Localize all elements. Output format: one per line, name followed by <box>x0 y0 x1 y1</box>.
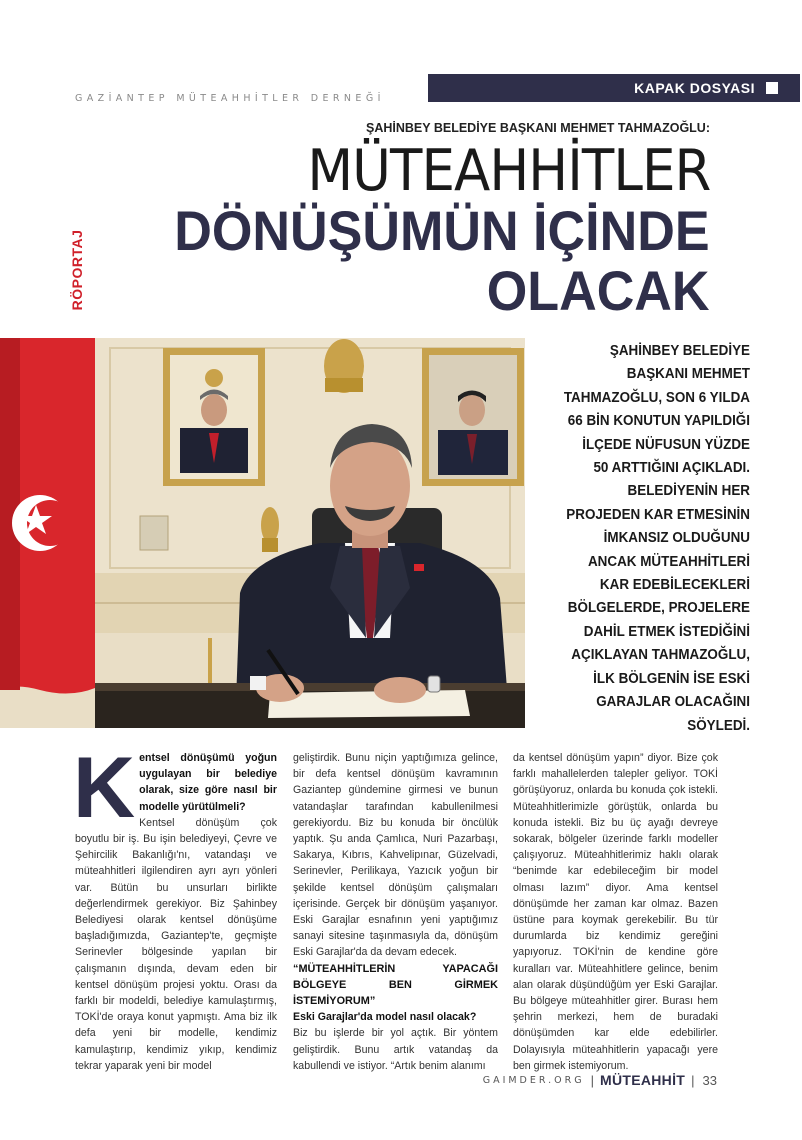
standfirst-line: TAHMAZOĞLU, SON 6 YILDA <box>563 389 750 406</box>
headline-line-2: DÖNÜŞÜMÜN İÇİNDE <box>174 199 710 262</box>
side-label-text: RÖPORTAJ <box>69 229 85 311</box>
subheading: “MÜTEAHHİTLERİN YAPACAĞI BÖLGEYE BEN GİRMEK İSTEMİYORUM” <box>293 962 498 1008</box>
standfirst-line: PROJEDEN KAR ETMESİNİN <box>566 506 750 523</box>
footer-separator: | <box>590 1072 594 1088</box>
standfirst-line: 66 BİN KONUTUN YAPILDIĞI <box>567 413 750 430</box>
headline-line-3: OLACAK <box>487 259 710 322</box>
body-column-1 <box>73 740 277 1074</box>
section-label: KAPAK DOSYASI <box>634 80 755 96</box>
drop-cap: K <box>73 740 136 836</box>
answer-2-part-1: Biz bu işlerde bir yol açtık. Bir yöntem geliştirdik. Bunu artık vatandaş da kabullendi ve istiyor. “Artık benim alanımı <box>293 1027 498 1072</box>
standfirst-line: AÇIKLAYAN TAHMAZOĞLU, <box>571 647 750 664</box>
standfirst-line: DAHİL ETMEK İSTEDİĞİNİ <box>583 623 750 640</box>
standfirst-line: İLK BÖLGENİN İSE ESKİ <box>593 670 750 687</box>
answer-2-part-2: da kentsel dönüşüm yapın” diyor. Bize çok farklı mahallelerden talepler geliyor. TOKİ görüşüyoruz, onlarda bu konuda çok istekli. Müteahhitlerimizle görüştük, onlarda bu konuda istekli. Biz bu üç ayağı devreye sokarak, bölgeler üzerinde farklı modeller çalışıyoruz. Müteahhitlerimiz haklı olarak “benimde kar edebileceğim bir model olması lazım” diyor. Ama kentsel dönüşümde her zaman kar olmaz. Bazen üstüne para koymak gerekebilir. Bu tür durumlarda biz kendimiz gereğini yapıyoruz. TOKİ'nin de kendine göre kuralları var. Müteahhitlere gelince, benim alan olarak düşündüğüm yer Eski Garajlar. Bu bölgeye müteahhitler girer. Burası hem şehrin merkezi, hem de buradaki dönüşümden kar elde edebilirler. Dolayısıyla müteahhitlerin yapacağı yere ben girmek istemiyorum. <box>513 752 718 1072</box>
question-2: Eski Garajlar'da model nasıl olacak? <box>293 1011 477 1024</box>
answer-1-part-2: geliştirdik. Bunu niçin yaptığımıza gelince, bir defa kentsel dönüşüm kavramının Gaziantep gündemine girmesi ve bunun vatandaşlar tarafından kabullenilmesi gerekiyordu. Biz bu konuda bir öncülük yaptık. Şu anda Çamlıca, Nuri Pazarbaşı, Sakarya, Kıbrıs, Kahvelipınar, Güzelvadi, Serinevler, Perilikaya, Yazıcık yoğun bir şekilde kentsel dönüşüm çalışmaları içerisinde. Gerçek bir dönüşüm yaşanıyor. Eski Garajlar esnafının yeni yaptığımız sanayi sitesine taşınmasıyla da, dönüşüm Eski Garajlar'da da devam edecek. <box>293 752 498 959</box>
standfirst-line: SÖYLEDİ. <box>687 717 750 734</box>
footer-magazine-name: MÜTEAHHİT <box>600 1072 686 1088</box>
standfirst-line: ANCAK MÜTEAHHİTLERİ <box>587 553 750 570</box>
answer-1-part-1: Kentsel dönüşüm çok boyutlu bir iş. Bu işin belediyeyi, Çevre ve Şehircilik Bakanlığı'nı, vatandaşı ve müteahhitleri ilgilendiren ayrı ayrı yönleri var. Bütün bu unsurları birlikte değerlendirmek gerekiyor. Biz Şahinbey Belediyesi olarak kentsel dönüşüme başladığımızda, Gaziantep'te, geçmişte Serinevler bölgesinde yapılan bir çalışmanın dışında, devam eden bir kentsel dönüşüm projesi yoktu. Orası da farklı bir modeldi, belediye kamulaştırmış, TOKİ'de oraya konut yapmıştı. Ama biz ilk defa yeni bir modelle, kendimiz kamulaştırıp, kendimiz yıkıp, kendimiz tekrar yaparak yeni bir model <box>75 816 277 1072</box>
footer-website: GAIMDER.ORG <box>482 1074 585 1086</box>
header-organization: GAZİANTEP MÜTEAHHİTLER DERNEĞİ <box>75 93 385 104</box>
body-column-3 <box>513 750 718 1074</box>
standfirst-line: GARAJLAR OLACAĞINI <box>596 694 750 711</box>
standfirst-line: 50 ARTTIĞINI AÇIKLADI. <box>593 460 750 477</box>
side-category-label <box>66 218 88 322</box>
section-banner <box>428 74 800 102</box>
mayor-photo <box>0 338 525 728</box>
body-column-2 <box>293 750 498 1074</box>
standfirst-line: ŞAHİNBEY BELEDİYE <box>609 343 750 359</box>
standfirst-line: BELEDİYENİN HER <box>627 483 750 500</box>
standfirst-line: İLÇEDE NÜFUSUN YÜZDE <box>582 436 750 453</box>
headline-line-1: MÜTEAHHİTLER <box>306 138 710 204</box>
standfirst-line: BAŞKANI MEHMET <box>626 366 750 383</box>
standfirst-line: İMKANSIZ OLDUĞUNU <box>603 530 750 547</box>
square-icon <box>766 82 778 94</box>
page-footer <box>483 1072 717 1088</box>
standfirst <box>515 340 750 738</box>
question-1: entsel dönüşümü yoğun uygulayan bir belediye olarak, size göre nasıl bir modelle yürütülmeli? <box>139 752 277 813</box>
standfirst-line: KAR EDEBİLECEKLERİ <box>599 577 750 594</box>
kicker: ŞAHİNBEY BELEDİYE BAŞKANI MEHMET TAHMAZOĞLU: <box>366 121 710 135</box>
page-number: 33 <box>702 1072 717 1088</box>
standfirst-line: BÖLGELERDE, PROJELERE <box>567 600 750 617</box>
footer-separator: | <box>691 1072 695 1088</box>
